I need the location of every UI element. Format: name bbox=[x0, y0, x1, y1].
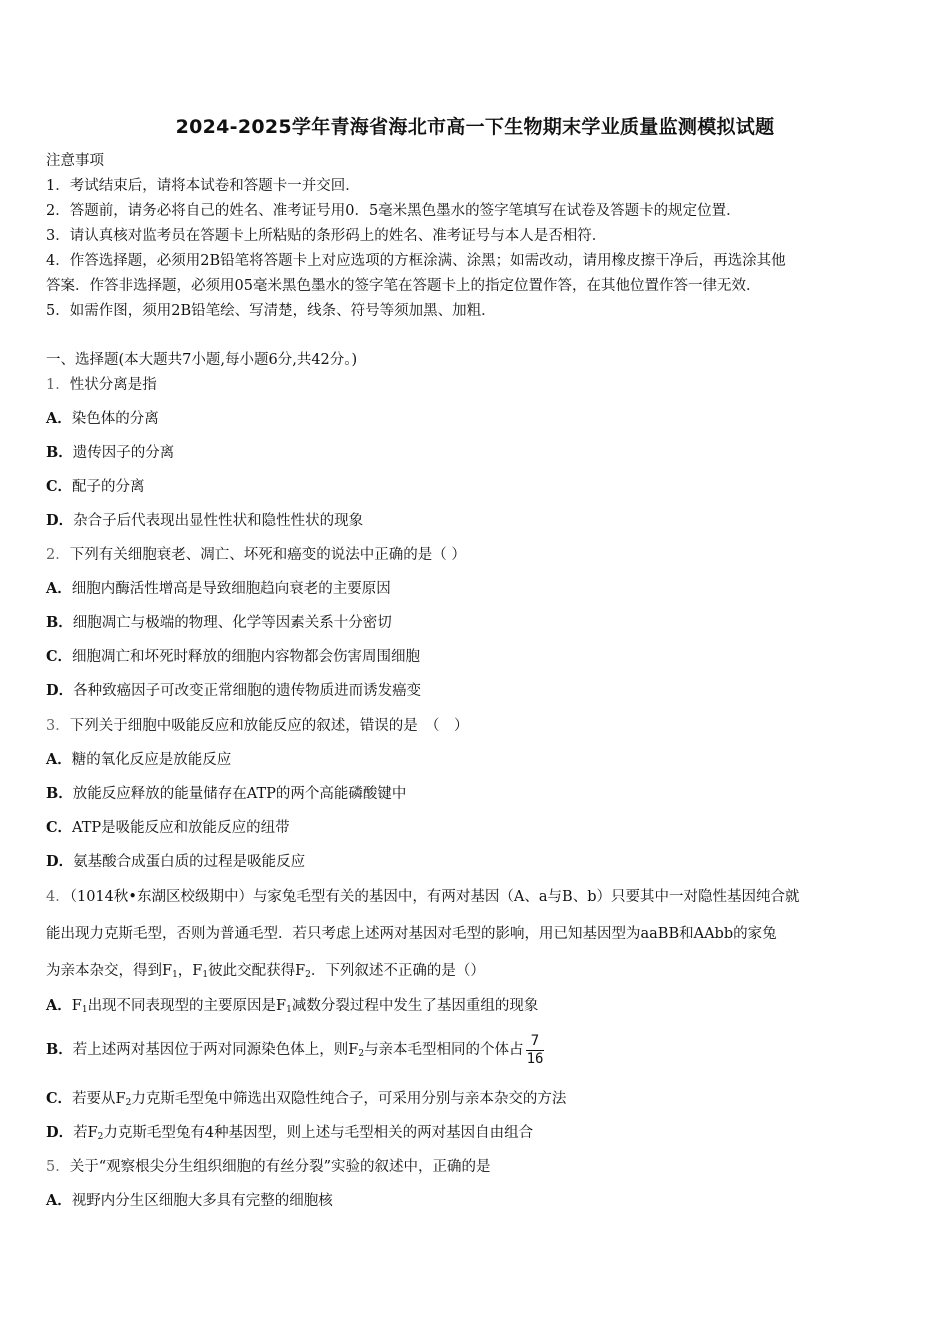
q3-option-d: D．氨基酸合成蛋白质的过程是吸能反应 bbox=[46, 853, 306, 870]
q2-option-a: A．细胞内酶活性增高是导致细胞趋向衰老的主要原因 bbox=[46, 580, 391, 597]
question-text: 关于“观察根尖分生组织细胞的有丝分裂”实验的叙述中，正确的是 bbox=[69, 1159, 491, 1175]
q1-option-b: B．遗传因子的分离 bbox=[46, 444, 175, 461]
question-4-stem bbox=[46, 887, 800, 907]
question-2-stem bbox=[46, 545, 466, 565]
q4-option-d: D．若$F_2$力克斯毛型兔有4种基因型，则上述与毛型相关的两对基因自由组合 bbox=[46, 1124, 534, 1142]
q4-option-a: A．$F_1$出现不同表现型的主要原因是$F_1$减数分裂过程中发生了基因重组的现象 bbox=[46, 997, 539, 1015]
question-1-stem bbox=[46, 375, 157, 395]
question-4-stem-line3: 为亲本杂交，得到$F_1$，$F_1$彼此交配获得$F_2$．下列叙述不正确的是（） bbox=[46, 963, 485, 980]
question-number: 1． bbox=[46, 377, 70, 393]
notice-item: 答案．作答非选择题，必须用05毫米黑色墨水的签字笔在答题卡上的指定位置作答，在其他位置作答一律无效． bbox=[46, 278, 761, 294]
page-title: 2024-2025学年青海省海北市高一下生物期末学业质量监测模拟试题 bbox=[175, 116, 775, 138]
notice-item: 5．如需作图，须用2B铅笔绘、写清楚，线条、符号等须加黑、加粗． bbox=[46, 303, 496, 319]
fraction-seven-sixteenths bbox=[526, 1033, 545, 1068]
q2-option-c: C．细胞凋亡和坏死时释放的细胞内容物都会伤害周围细胞 bbox=[46, 648, 421, 665]
section-heading: 一、选择题(本大题共7小题,每小题6分,共42分。) bbox=[46, 352, 358, 368]
q4-option-b: B．若上述两对基因位于两对同源染色体上，则$F_2$与亲本毛型相同的个体占 $\frac{7}{16}$ bbox=[46, 1032, 544, 1067]
question-5-stem bbox=[46, 1157, 491, 1177]
question-4-stem-line2: 能出现力克斯毛型，否则为普通毛型．若只考虑上述两对基因对毛型的影响，用已知基因型为aaBB和AAbb的家兔 bbox=[46, 926, 777, 942]
question-text: 性状分离是指 bbox=[69, 377, 157, 393]
question-text: 下列有关细胞衰老、凋亡、坏死和癌变的说法中正确的是（ ） bbox=[69, 547, 466, 563]
question-number: 3． bbox=[46, 718, 70, 734]
q3-option-c: C．ATP是吸能反应和放能反应的纽带 bbox=[46, 819, 290, 836]
notice-heading: 注意事项 bbox=[46, 153, 104, 169]
q2-option-d: D．各种致癌因子可改变正常细胞的遗传物质进而诱发癌变 bbox=[46, 682, 422, 699]
q3-option-b: B．放能反应释放的能量储存在ATP的两个高能磷酸键中 bbox=[46, 785, 407, 802]
q5-option-a: A．视野内分生区细胞大多具有完整的细胞核 bbox=[46, 1192, 333, 1209]
question-text: 下列关于细胞中吸能反应和放能反应的叙述，错误的是 （ ） bbox=[69, 718, 469, 734]
q1-option-d: D．杂合子后代表现出显性性状和隐性性状的现象 bbox=[46, 512, 364, 529]
question-number: 5． bbox=[46, 1159, 70, 1175]
fraction-numerator: 7 bbox=[530, 1032, 540, 1049]
notice-item: 4．作答选择题，必须用2B铅笔将答题卡上对应选项的方框涂满、涂黑；如需改动，请用橡皮擦干净后，再选涂其他 bbox=[46, 253, 786, 269]
notice-item: 2．答题前，请务必将自己的姓名、准考证号用0．5毫米黑色墨水的签字笔填写在试卷及答题卡的规定位置． bbox=[46, 203, 741, 219]
q1-option-c: C．配子的分离 bbox=[46, 478, 145, 495]
question-number: 2． bbox=[46, 547, 70, 563]
q2-option-b: B．细胞凋亡与极端的物理、化学等因素关系十分密切 bbox=[46, 614, 392, 631]
notice-item: 1．考试结束后，请将本试卷和答题卡一并交回． bbox=[46, 178, 360, 194]
question-text: （1014秋•东湖区校级期中）与家兔毛型有关的基因中，有两对基因（A、a与B、b）只要其中一对隐性基因纯合就 bbox=[69, 889, 800, 905]
question-3-stem bbox=[46, 716, 468, 736]
fraction-denominator: 16 bbox=[526, 1050, 544, 1067]
q1-option-a: A．染色体的分离 bbox=[46, 410, 159, 427]
question-number: 4． bbox=[46, 889, 70, 905]
notice-item: 3．请认真核对监考员在答题卡上所粘贴的条形码上的姓名、准考证号与本人是否相符． bbox=[46, 228, 607, 244]
q3-option-a: A．糖的氧化反应是放能反应 bbox=[46, 751, 232, 768]
q4-option-c: C．若要从$F_2$力克斯毛型兔中筛选出双隐性纯合子，可采用分别与亲本杂交的方法 bbox=[46, 1090, 567, 1108]
